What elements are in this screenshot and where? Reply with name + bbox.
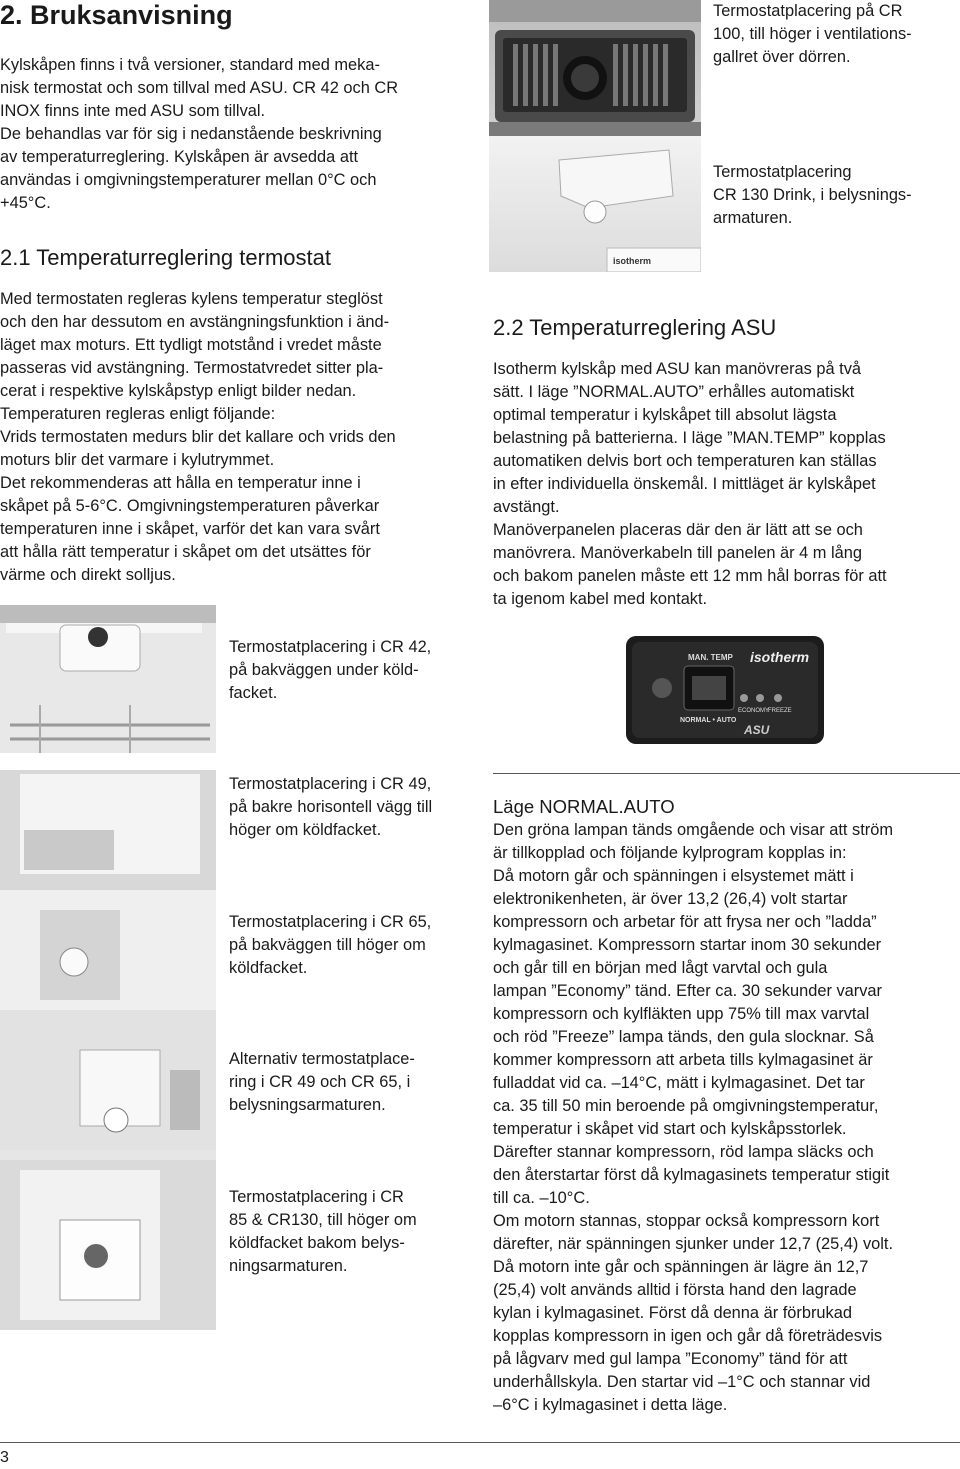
panel-normal-auto-label: NORMAL • AUTO — [680, 717, 737, 724]
asu-control-panel-photo — [610, 630, 840, 750]
photo-cr42 — [0, 605, 216, 753]
panel-brand-label: isotherm — [750, 649, 810, 665]
caption-alt: Alternativ termostatplace- ring i CR 49 och CR 65, i belysningsarmaturen. — [229, 1050, 415, 1114]
panel-freeze-label: FREEZE — [768, 708, 792, 714]
heading-normal-auto: Läge NORMAL.AUTO — [493, 796, 675, 817]
paragraph-normal-auto: Den gröna lampan tänds omgående och visar att ström är tillkopplad och följande kylprogram kopplas in: Då motorn går och spänningen i elsystemet mätt i elektronikenheten, är över 13,2 (26,4) volt startar kompressorn och arbetar för att frysa ner och ”ladda” kylmagasinet. Kompressorn startar inom 30 sekunder och går till en början med lågt varvtal och gula lampan ”Economy” tänd. Efter ca. 30 sekunder varvar kompressorn och kylfläkten upp 75% till max varvtal och röd ”Freeze” lampa tänds, den gula slocknar. Så kommer kompressorn att arbeta tills kylmagasinet är fulladdat vid ca. –14°C, mätt i kylmagasinet. Det tar ca. 35 till 50 min beroende på omgivningstemperatur, temperatur i skåpet vid start och kylskåpsstorlek. Därefter stannar kompressorn, röd lampa släcks och den återstartar först då kylmagasinets temperatur stigit till ca. –10°C. Om motorn stannas, stoppar också kompressorn kort därefter, när spänningen sjunker under 12,7 (25,4) volt. Då motorn inte går och spänningen är lägre än 12,7 (25,4) volt används alltid i första hand den lagrade kylan i kylmagasinet. Först då denna är förbrukad kopplas kompressorn in igen och går då företrädesvis på lågvarv med gul lampa ”Economy” tänd för att underhållskyla. Den startar vid –1°C och stannar vid –6°C i kylmagasinet i detta läge. — [493, 821, 894, 1414]
footer-rule — [0, 1442, 960, 1443]
photo-cr130-brand: isotherm — [613, 256, 652, 266]
panel-economy-label: ECONOMY — [738, 708, 770, 714]
section-title: 2. Bruksanvisning — [0, 0, 233, 30]
paragraph-2-2: Isotherm kylskåp med ASU kan manövreras på två sätt. I läge ”NORMAL.AUTO” erhålles automatiskt optimal temperatur i kylskåpet till absolut lägsta belastning på batterierna. I läge ”MAN.TEMP” kopplas automatiken delvis bort och temperaturen kan ställas in efter individuella önskemål. I mittläget är kylskåpet avstängt. Manöverpanelen placeras där den är lätt att se och manövrera. Manöverkabeln till panelen är 4 m lång och bakom panelen måste ett 12 mm hål borras för att ta igenom kabel med kontakt. — [493, 360, 887, 608]
heading-2-1: 2.1 Temperaturreglering termostat — [0, 245, 331, 270]
caption-cr100: Termostatplacering på CR 100, till höger i ventilations- gallret över dörren. — [713, 2, 912, 66]
photo-cr100-cr130 — [489, 0, 701, 272]
caption-cr85: Termostatplacering i CR 85 & CR130, till höger om köldfacket bakom belys- ningsarmaturen. — [229, 1188, 417, 1275]
caption-cr65: Termostatplacering i CR 65, på bakväggen till höger om köldfacket. — [229, 913, 432, 977]
caption-cr49: Termostatplacering i CR 49, på bakre horisontell vägg till höger om köldfacket. — [229, 775, 433, 839]
section-divider — [493, 773, 960, 774]
paragraph-2-1: Med termostaten regleras kylens temperatur steglöst och den har dessutom en avstängningsfunktion i änd- läget max moturs. Ett tydligt motstånd i vredet måste passeras vid avstängning. Termostatvredet sitter pla- cerat i respektive kylskåpstyp enligt bilder nedan. Temperaturen regleras enligt följande: Vrids termostaten medurs blir det kallare och vrids den moturs blir det varmare i kylutrymmet. Det rekommenderas att hålla en temperatur inne i skåpet på 5-6°C. Omgivningstemperaturen påverkar temperaturen inne i skåpet, varför det kan vara svårt att hålla rätt temperatur i skåpet om det utsättes för värme och direkt solljus. — [0, 290, 396, 584]
heading-2-2: 2.2 Temperaturreglering ASU — [493, 315, 777, 340]
page-number: 3 — [0, 1449, 9, 1466]
panel-asu-label: ASU — [744, 723, 770, 737]
caption-cr42: Termostatplacering i CR 42, på bakväggen under köld- facket. — [229, 638, 432, 702]
panel-man-temp-label: MAN. TEMP — [688, 653, 733, 662]
photo-cr49-cr65-cr85 — [0, 770, 216, 1330]
caption-cr130: Termostatplacering CR 130 Drink, i belysnings- armaturen. — [713, 163, 912, 227]
intro-paragraph: Kylskåpen finns i två versioner, standard med meka- nisk termostat och som tillval med ASU. CR 42 och CR INOX finns inte med ASU som tillval. De behandlas var för sig i nedanstående beskrivning av temperaturreglering. Kylskåpen är avsedda att användas i omgivningstemperaturer mellan 0°C och +45°C. — [0, 56, 399, 212]
